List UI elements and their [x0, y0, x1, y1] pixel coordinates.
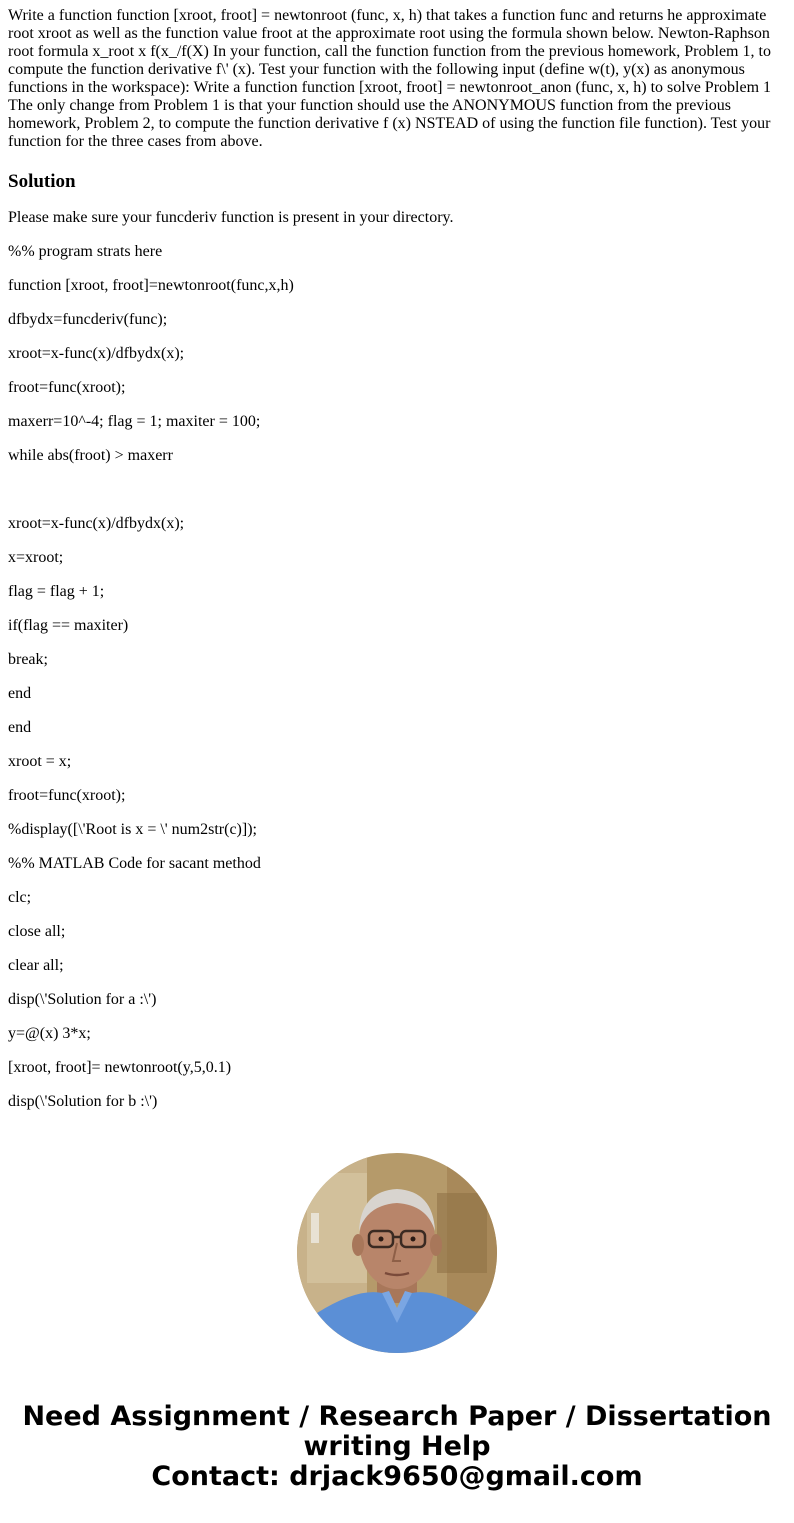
code-line: [xroot, froot]= newtonroot(y,5,0.1) [8, 1059, 232, 1076]
code-line: dfbydx=funcderiv(func); [8, 311, 168, 328]
code-line: y=@(x) 3*x; [8, 1025, 91, 1042]
code-line: froot=func(xroot); [8, 379, 126, 396]
code-line: xroot=x-func(x)/dfbydx(x); [8, 345, 185, 362]
code-line: disp(\'Solution for b :\') [8, 1093, 158, 1110]
code-line: flag = flag + 1; [8, 583, 105, 600]
code-line: maxerr=10^-4; flag = 1; maxiter = 100; [8, 413, 261, 430]
banner-line-1: Need Assignment / Research Paper / Dissertation [22, 1401, 772, 1432]
question-text: Write a function function [xroot, froot] = newtonroot (func, x, h) that takes a function func and returns he approximate root xroot as well as the function value froot at the approximate root using the formula shown below. Newton-Raphson root formula x_root x f(x_/f(X) In your function, call the function function from the previous homework, Problem 1, to compute the function derivative f\' (x). Test your function with the following input (define w(t), y(x) as anonymous functions in the workspace): Write a function function [xroot, froot] = newtonroot_anon (func, x, h) to solve Problem 1 The only change from Problem 1 is that your function should use the ANONYMOUS function from the previous homework, Problem 2, to compute the function derivative f (x) NSTEAD of using the function file function). Test your function for the three cases from above. [8, 7, 772, 150]
document-body [8, 7, 780, 1111]
contact-banner [0, 1402, 794, 1492]
code-line: %display([\'Root is x = \' num2str(c)]); [8, 821, 257, 838]
code-line: %% MATLAB Code for sacant method [8, 855, 261, 872]
author-avatar [297, 1153, 497, 1353]
code-line: xroot=x-func(x)/dfbydx(x); [8, 515, 185, 532]
solution-intro: Please make sure your funcderiv function is present in your directory. [8, 209, 454, 226]
code-line: disp(\'Solution for a :\') [8, 991, 157, 1008]
code-line: if(flag == maxiter) [8, 617, 129, 634]
code-line: clear all; [8, 957, 64, 974]
code-line: %% program strats here [8, 243, 163, 260]
code-line: while abs(froot) > maxerr [8, 447, 173, 464]
code-line: function [xroot, froot]=newtonroot(func,x,h) [8, 277, 294, 294]
code-line: break; [8, 651, 48, 668]
code-line: end [8, 719, 32, 736]
banner-contact-line: Contact: drjack9650@gmail.com [151, 1461, 643, 1492]
code-line: end [8, 685, 32, 702]
code-line: x=xroot; [8, 549, 64, 566]
code-line: froot=func(xroot); [8, 787, 126, 804]
code-listing [8, 243, 780, 1111]
code-line: close all; [8, 923, 66, 940]
code-line: clc; [8, 889, 32, 906]
banner-line-2: writing Help [303, 1431, 491, 1462]
solution-heading: Solution [8, 171, 76, 192]
code-line: xroot = x; [8, 753, 72, 770]
code-line [8, 481, 780, 499]
